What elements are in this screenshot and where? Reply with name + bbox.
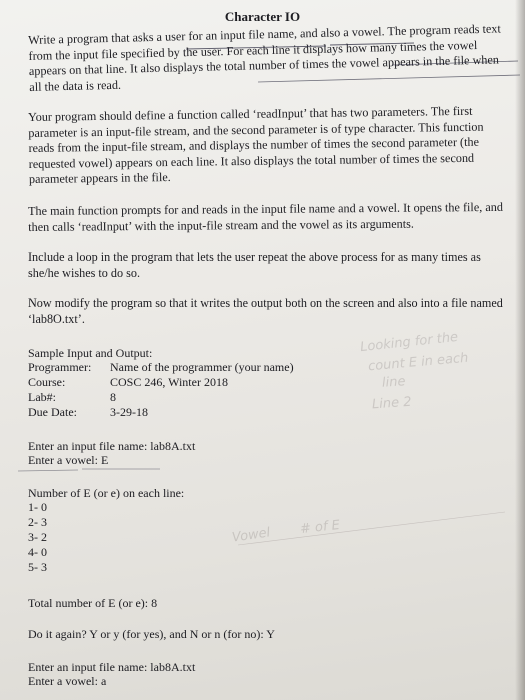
pencil-note: Vowel bbox=[231, 525, 272, 546]
sample-line-count: 1- 0 bbox=[28, 500, 47, 514]
sample-total: Total number of E (or e): 8 bbox=[28, 596, 158, 610]
sample-line-count: 5- 3 bbox=[28, 560, 47, 574]
paragraph-task: Write a program that asks a user for an input file name, and also a vowel. The program reads text from the input file specified by the user. For each line it displays how many times the vowel appears on that line. It also displays the total number of times the vowel appears in the file when all the data is read. bbox=[28, 21, 501, 94]
field-value-lab: 8 bbox=[110, 390, 116, 404]
document-title: Character IO bbox=[224, 9, 301, 24]
pencil-note: Line 2 bbox=[371, 394, 412, 413]
paragraph-main: The main function prompts for and reads in the input file name and a vowel. It opens the file, and then calls ‘readInput’ with the input-file stream and the vowel as its arguments. bbox=[28, 199, 503, 234]
sample-heading: Sample Input and Output: bbox=[28, 346, 153, 360]
page-shadow bbox=[515, 0, 525, 700]
field-value-programmer: Name of the programmer (your name) bbox=[110, 360, 294, 374]
field-label-programmer: Programmer: bbox=[28, 360, 92, 374]
sample-line-count: 2- 3 bbox=[28, 515, 47, 529]
field-value-due-date: 3-29-18 bbox=[110, 405, 148, 419]
sample-again: Do it again? Y or y (for yes), and N or n (for no): Y bbox=[28, 627, 275, 641]
field-label-course: Course: bbox=[28, 375, 66, 389]
field-value-course: COSC 246, Winter 2018 bbox=[110, 375, 228, 389]
sample-line-count: 4- 0 bbox=[28, 545, 47, 559]
paragraph-modify: Now modify the program so that it writes the output both on the screen and also into a file named ‘lab8O.txt’. bbox=[28, 296, 503, 326]
pencil-note: Looking for the bbox=[359, 329, 459, 356]
sample-prompt-file-2: Enter an input file name: lab8A.txt bbox=[28, 660, 196, 674]
field-label-lab: Lab#: bbox=[28, 390, 56, 404]
sample-prompt-vowel-2: Enter a vowel: a bbox=[28, 674, 107, 688]
paragraph-function: Your program should define a function called ‘readInput’ that has two parameters. The first parameter is an input-file stream, and the second parameter is of type character. This function reads from the input-file stream, and displays the number of times the second parameter (the requested vowel) appears on each line. It also displays the total number of times the second parameter appears in the file. bbox=[28, 103, 484, 186]
sample-line-count: 3- 2 bbox=[28, 530, 47, 544]
sample-count-heading: Number of E (or e) on each line: bbox=[28, 486, 185, 500]
sample-prompt-file: Enter an input file name: lab8A.txt bbox=[28, 439, 196, 453]
field-label-due-date: Due Date: bbox=[28, 405, 77, 419]
sample-prompt-vowel: Enter a vowel: E bbox=[28, 453, 109, 467]
pencil-note: count E in each bbox=[367, 350, 469, 375]
paragraph-loop: Include a loop in the program that lets the user repeat the above process for as many times as she/he wishes to do so. bbox=[28, 250, 481, 280]
pencil-note: # of E bbox=[299, 517, 341, 538]
pencil-note: line bbox=[381, 374, 406, 391]
